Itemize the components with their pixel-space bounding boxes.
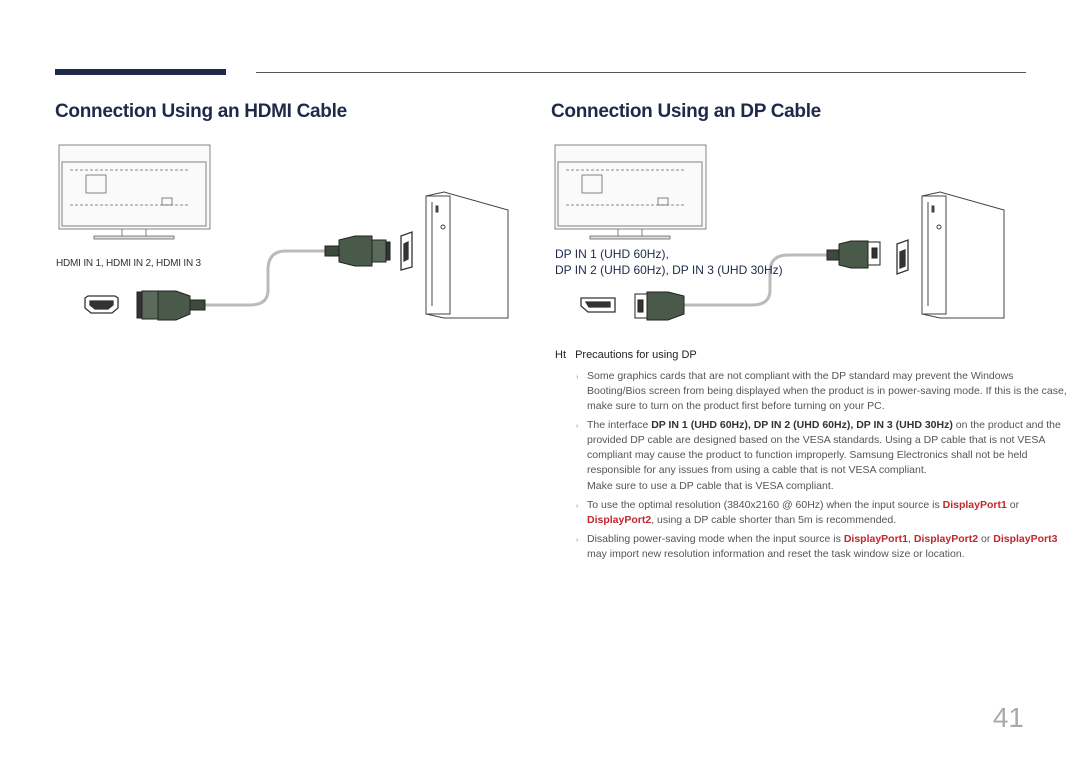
page-number: 41 bbox=[992, 702, 1024, 733]
precaution-item bbox=[576, 418, 1075, 494]
bullet-icon: › bbox=[576, 423, 579, 430]
note-marker-icon: Ht bbox=[555, 349, 566, 361]
pc-dp-port-icon bbox=[897, 240, 908, 274]
monitor-back-icon bbox=[555, 145, 706, 239]
bullet-icon: › bbox=[576, 537, 579, 544]
source-name: DisplayPort3 bbox=[993, 533, 1058, 545]
hdmi-section-title: Connection Using an HDMI Cable bbox=[55, 101, 347, 122]
precaution-item bbox=[576, 532, 1075, 562]
dp-interface-names: DP IN 1 (UHD 60Hz), DP IN 2 (UHD 60Hz), DP IN 3 (UHD 30Hz) bbox=[651, 419, 953, 431]
dp-section-title: Connection Using an DP Cable bbox=[551, 101, 821, 122]
precautions-heading-text: Precautions for using DP bbox=[575, 349, 697, 361]
dp-connector-icon bbox=[827, 241, 880, 268]
pc-tower-icon bbox=[922, 192, 1004, 318]
precaution-text: The interface bbox=[587, 419, 652, 431]
precaution-item bbox=[576, 369, 1075, 414]
bullet-icon: › bbox=[576, 503, 579, 510]
precaution-text: or bbox=[978, 533, 994, 545]
source-name: DisplayPort1 bbox=[942, 499, 1007, 511]
precaution-text: on the product and the provided DP cable are designed based on the VESA standards. Using a DP cable that is not VESA compliant may cause the product to function improperly. Samsung Electronics shall not be held responsible for any issues from using a cable that is not VESA compliant. bbox=[587, 419, 1061, 476]
monitor-dp-port-icon bbox=[581, 298, 615, 312]
precaution-item bbox=[576, 498, 1075, 528]
dp-port-label-line2: DP IN 2 (UHD 60Hz), DP IN 3 (UHD 30Hz) bbox=[555, 263, 783, 277]
hdmi-port-label: HDMI IN 1, HDMI IN 2, HDMI IN 3 bbox=[56, 258, 201, 269]
precaution-text: may import new resolution information and reset the task window size or location. bbox=[587, 548, 965, 560]
precaution-text: , using a DP cable shorter than 5m is recommended. bbox=[651, 514, 897, 526]
source-name: DisplayPort2 bbox=[587, 514, 652, 526]
precaution-text: Make sure to use a DP cable that is VESA compliant. bbox=[587, 480, 834, 492]
precaution-text: To use the optimal resolution (3840x2160 @ 60Hz) when the input source is bbox=[587, 499, 943, 511]
dp-connection-diagram bbox=[0, 0, 1080, 340]
dp-port-label-line1: DP IN 1 (UHD 60Hz), bbox=[555, 247, 669, 261]
precaution-text: or bbox=[1006, 499, 1020, 511]
precaution-text: Disabling power-saving mode when the input source is bbox=[587, 533, 844, 545]
bullet-icon: › bbox=[576, 374, 579, 381]
precaution-text: , bbox=[908, 533, 914, 545]
precaution-text: Some graphics cards that are not compliant with the DP standard may prevent the Windows Booting/Bios screen from being displayed when the product is in power-saving mode. If this is the case, make sure to turn on the product first before turning on your PC. bbox=[587, 370, 1067, 412]
source-name: DisplayPort2 bbox=[913, 533, 979, 545]
precautions-heading bbox=[555, 349, 697, 361]
source-name: DisplayPort1 bbox=[843, 533, 909, 545]
dp-connector-icon bbox=[635, 292, 684, 320]
